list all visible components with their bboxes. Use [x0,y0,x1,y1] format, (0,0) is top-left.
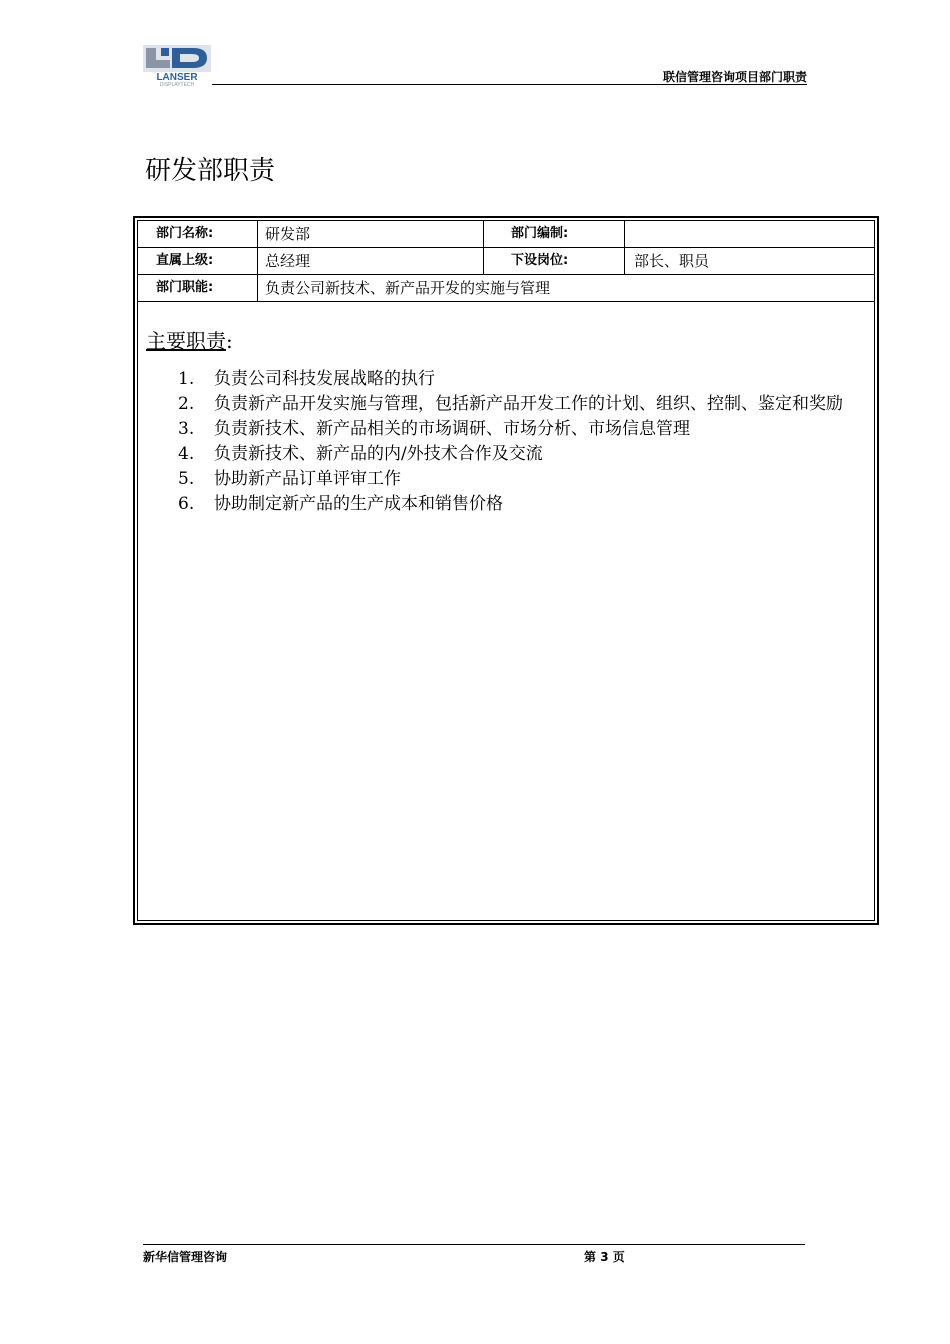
page-number [584,1248,625,1265]
header-title: 联信管理咨询项目部门职责 [662,70,807,84]
function-value: 负责公司新技术、新产品开发的实施与管理 [265,279,551,297]
list-item-text: 负责新技术、新产品的内/外技术合作及交流 [214,444,543,464]
footer-divider [143,1244,805,1245]
superior-value: 总经理 [265,252,311,270]
duties-colon: : [226,329,233,353]
list-item [178,417,878,442]
page-prefix: 第 [584,1250,597,1264]
list-item-number: 6. [178,494,195,514]
list-item-number: 4. [178,444,195,464]
table-row-dept-name [138,221,874,248]
superior-label: 直属上级: [156,253,214,268]
header-divider [212,84,807,85]
list-item-number: 5. [178,469,195,489]
table-row-function [138,275,874,302]
logo-subtext: DISPLAYTECH [159,82,195,87]
positions-value: 部长、职员 [634,252,710,270]
column-divider [257,275,258,301]
list-item [178,467,878,492]
column-divider [624,248,625,274]
list-item [178,442,878,467]
page-suffix: 页 [612,1250,625,1264]
list-item-number: 2. [178,394,195,414]
footer-company: 新华信管理咨询 [143,1250,228,1264]
list-item-text: 负责新技术、新产品相关的市场调研、市场分析、市场信息管理 [214,419,690,439]
duties-list [178,367,878,517]
positions-label: 下设岗位: [511,253,569,268]
responsibility-table-inner [137,220,875,921]
column-divider [624,221,625,247]
column-divider [257,248,258,274]
list-item-number: 1. [178,369,195,389]
column-divider [257,221,258,247]
page-number-value: 3 [600,1250,609,1264]
function-label: 部门职能: [156,280,214,295]
dept-name-label: 部门名称: [156,226,214,241]
list-item-text: 协助新产品订单评审工作 [214,469,401,489]
list-item-text: 协助制定新产品的生产成本和销售价格 [214,494,503,514]
table-row-superior [138,248,874,275]
list-item-text: 负责公司科技发展战略的执行 [214,369,435,389]
list-item-text: 负责新产品开发实施与管理，包括新产品开发工作的计划、组织、控制、鉴定和奖励 [214,394,843,414]
duties-title: 主要职责 [146,329,226,353]
list-item [178,492,878,517]
page-title: 研发部职责 [145,156,276,186]
logo-text: LANSER [156,72,198,83]
list-item-number: 3. [178,419,195,439]
dept-name-value: 研发部 [265,225,311,243]
list-item [178,367,878,392]
list-item [178,392,878,417]
responsibility-table [133,216,879,925]
column-divider [483,221,484,247]
company-logo [143,45,211,87]
duties-heading [146,325,233,354]
column-divider [483,248,484,274]
staffing-label: 部门编制: [511,226,569,241]
